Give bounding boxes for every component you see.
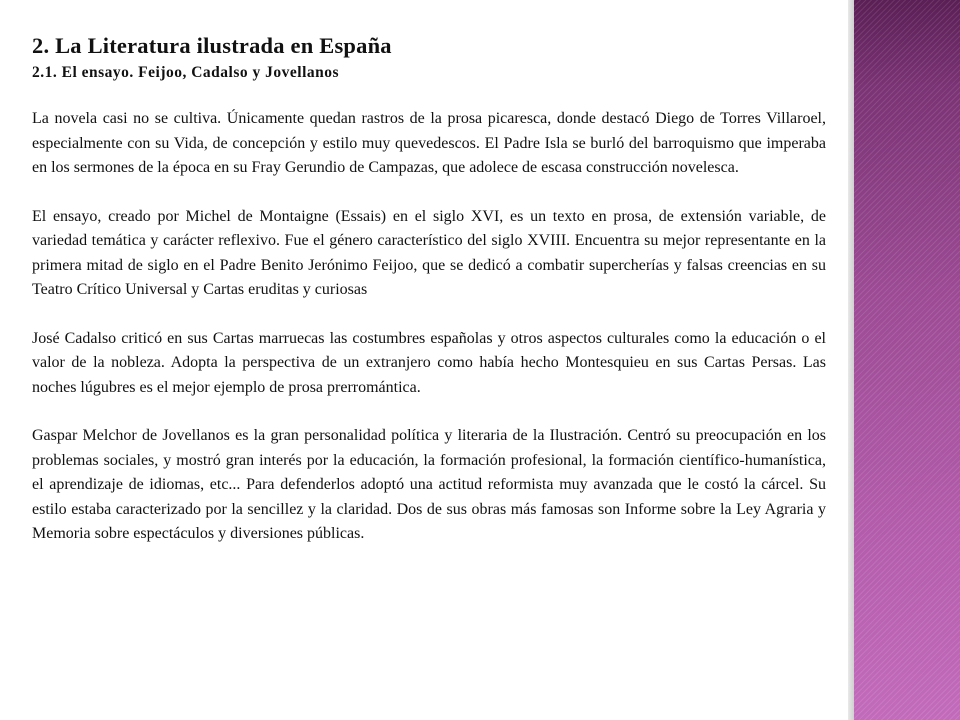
paragraph-ensayo: El ensayo, creado por Michel de Montaigne (Essais) en el siglo XVI, es un texto en prosa, de extensión variable, de variedad temática y carácter reflexivo. Fue el género característico del siglo XVIII. Encuentra su mejor representante en la primera mitad de siglo en el Padre Benito Jerónimo Feijoo, que se dedicó a combatir supercherías y falsas creencias en su Teatro Crítico Universal y Cartas eruditas y curiosas xyxy=(32,207,826,298)
paragraph-novela: La novela casi no se cultiva. Únicamente quedan rastros de la prosa picaresca, donde destacó Diego de Torres Villaroel, especialmente con su Vida, de concepción y estilo muy quevedescos. El Padre Isla se burló del barroquismo que imperaba en los sermones de la época en su Fray Gerundio de Campazas, que adolece de escasa construcción novelesca. xyxy=(32,110,826,176)
slide-content xyxy=(32,32,826,547)
slide-subtitle: 2.1. El ensayo. Feijoo, Cadalso y Jovellanos xyxy=(32,64,340,81)
paragraph-jovellanos: Gaspar Melchor de Jovellanos es la gran personalidad política y literaria de la Ilustración. Centró su preocupación en los problemas sociales, y mostró gran interés por la educación, la formación profesional, la formación científico-humanística, el aprendizaje de idiomas, etc... Para defenderlos adoptó una actitud reformista muy avanzada que le costó la cárcel. Su estilo estaba caracterizado por la sencillez y la claridad. Dos de sus obras más famosas son Informe sobre la Ley Agraria y Memoria sobre espectáculos y diversiones públicas. xyxy=(32,427,826,542)
paragraph-cadalso: José Cadalso criticó en sus Cartas marruecas las costumbres españolas y otros aspectos culturales como la educación o el valor de la nobleza. Adopta la perspectiva de un extranjero como había hecho Montesquieu en sus Cartas Persas. Las noches lúgubres es el mejor ejemplo de prosa prerromántica. xyxy=(32,329,826,396)
slide-title: 2. La Literatura ilustrada en España xyxy=(32,33,392,58)
decorative-side-panel xyxy=(854,0,960,720)
